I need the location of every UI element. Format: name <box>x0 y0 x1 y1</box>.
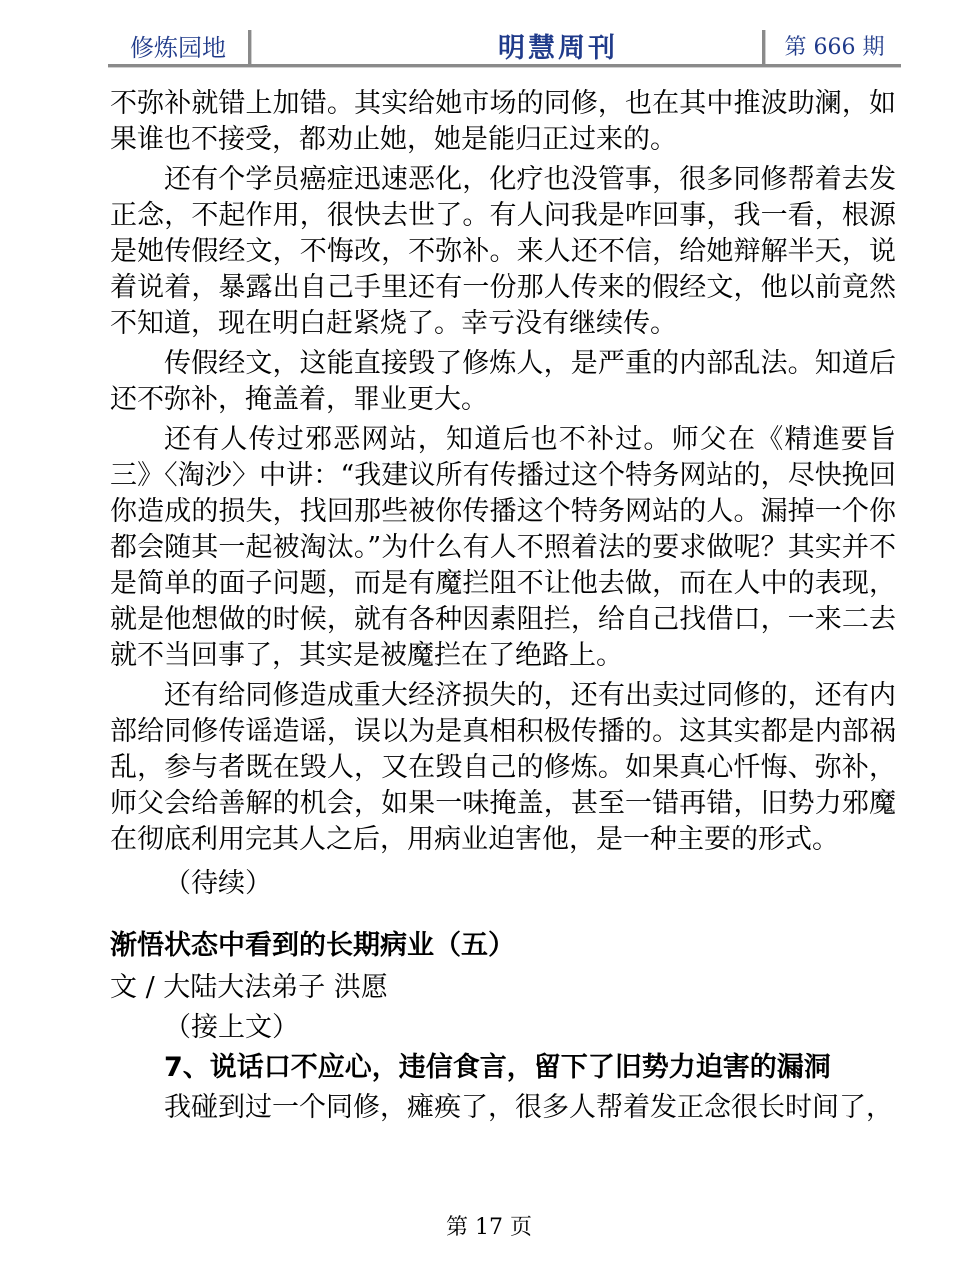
page-header <box>108 22 901 68</box>
header-divider-left <box>248 30 251 64</box>
section-subheading: 7、说话口不应心，违信食言，留下了旧势力迫害的漏洞 <box>164 1052 831 1083</box>
body-paragraph: 传假经文，这能直接毁了修炼人，是严重的内部乱法。知道后还不弥补，掩盖着，罪业更大。 <box>110 348 896 415</box>
body-paragraph: 我碰到过一个同修，瘫痪了，很多人帮着发正念很长时间了， <box>164 1092 893 1123</box>
article-byline: 文 / 大陆大法弟子 洪愿 <box>110 972 388 1003</box>
body-paragraph: 不弥补就错上加错。其实给她市场的同修，也在其中推波助澜，如果谁也不接受，都劝止她，她是能归正过来的。 <box>110 88 896 155</box>
article-title: 渐悟状态中看到的长期病业（五） <box>110 930 515 961</box>
body-paragraph: 还有给同修造成重大经济损失的，还有出卖过同修的，还有内部给同修传谣造谣，误以为是真相积极传播的。这其实都是内部祸乱，参与者既在毁人，又在毁自己的修炼。如果真心忏悔、弥补，师父会给善解的机会，如果一味掩盖，甚至一错再错，旧势力邪魔在彻底利用完其人之后，用病业迫害他，是一种主要的形式。 <box>110 680 896 855</box>
body-paragraph: 还有个学员癌症迅速恶化，化疗也没管事，很多同修帮着去发正念，不起作用，很快去世了。有人问我是咋回事，我一看，根源是她传假经文，不悔改，不弥补。来人还不信，给她辩解半天，说着说着，暴露出自己手里还有一份那人传来的假经文，他以前竟然不知道，现在明白赶紧烧了。幸亏没有继续传。 <box>110 164 896 339</box>
body-paragraph: 还有人传过邪恶网站，知道后也不补过。师父在《精進要旨三》〈淘沙〉中讲：“我建议所有传播过这个特务网站的，尽快挽回你造成的损失，找回那些被你传播这个特务网站的人。漏掉一个你都会随其一起被淘汰。”为什么有人不照着法的要求做呢？其实并不是简单的面子问题，而是有魔拦阻不让他去做，而在人中的表现，就是他想做的时候，就有各种因素阻拦，给自己找借口，一来二去就不当回事了，其实是被魔拦在了绝路上。 <box>110 424 896 671</box>
page-content <box>110 86 896 1130</box>
continued-from-note: （接上文） <box>164 1012 299 1043</box>
to-be-continued-note: （待续） <box>164 868 272 899</box>
issue-number: 第 666 期 <box>784 34 885 60</box>
publication-title: 明慧周刊 <box>498 32 618 64</box>
page-number: 第 17 页 <box>446 1215 532 1240</box>
header-rule <box>108 64 901 67</box>
header-divider-right <box>762 30 765 64</box>
section-name: 修炼园地 <box>130 33 226 62</box>
